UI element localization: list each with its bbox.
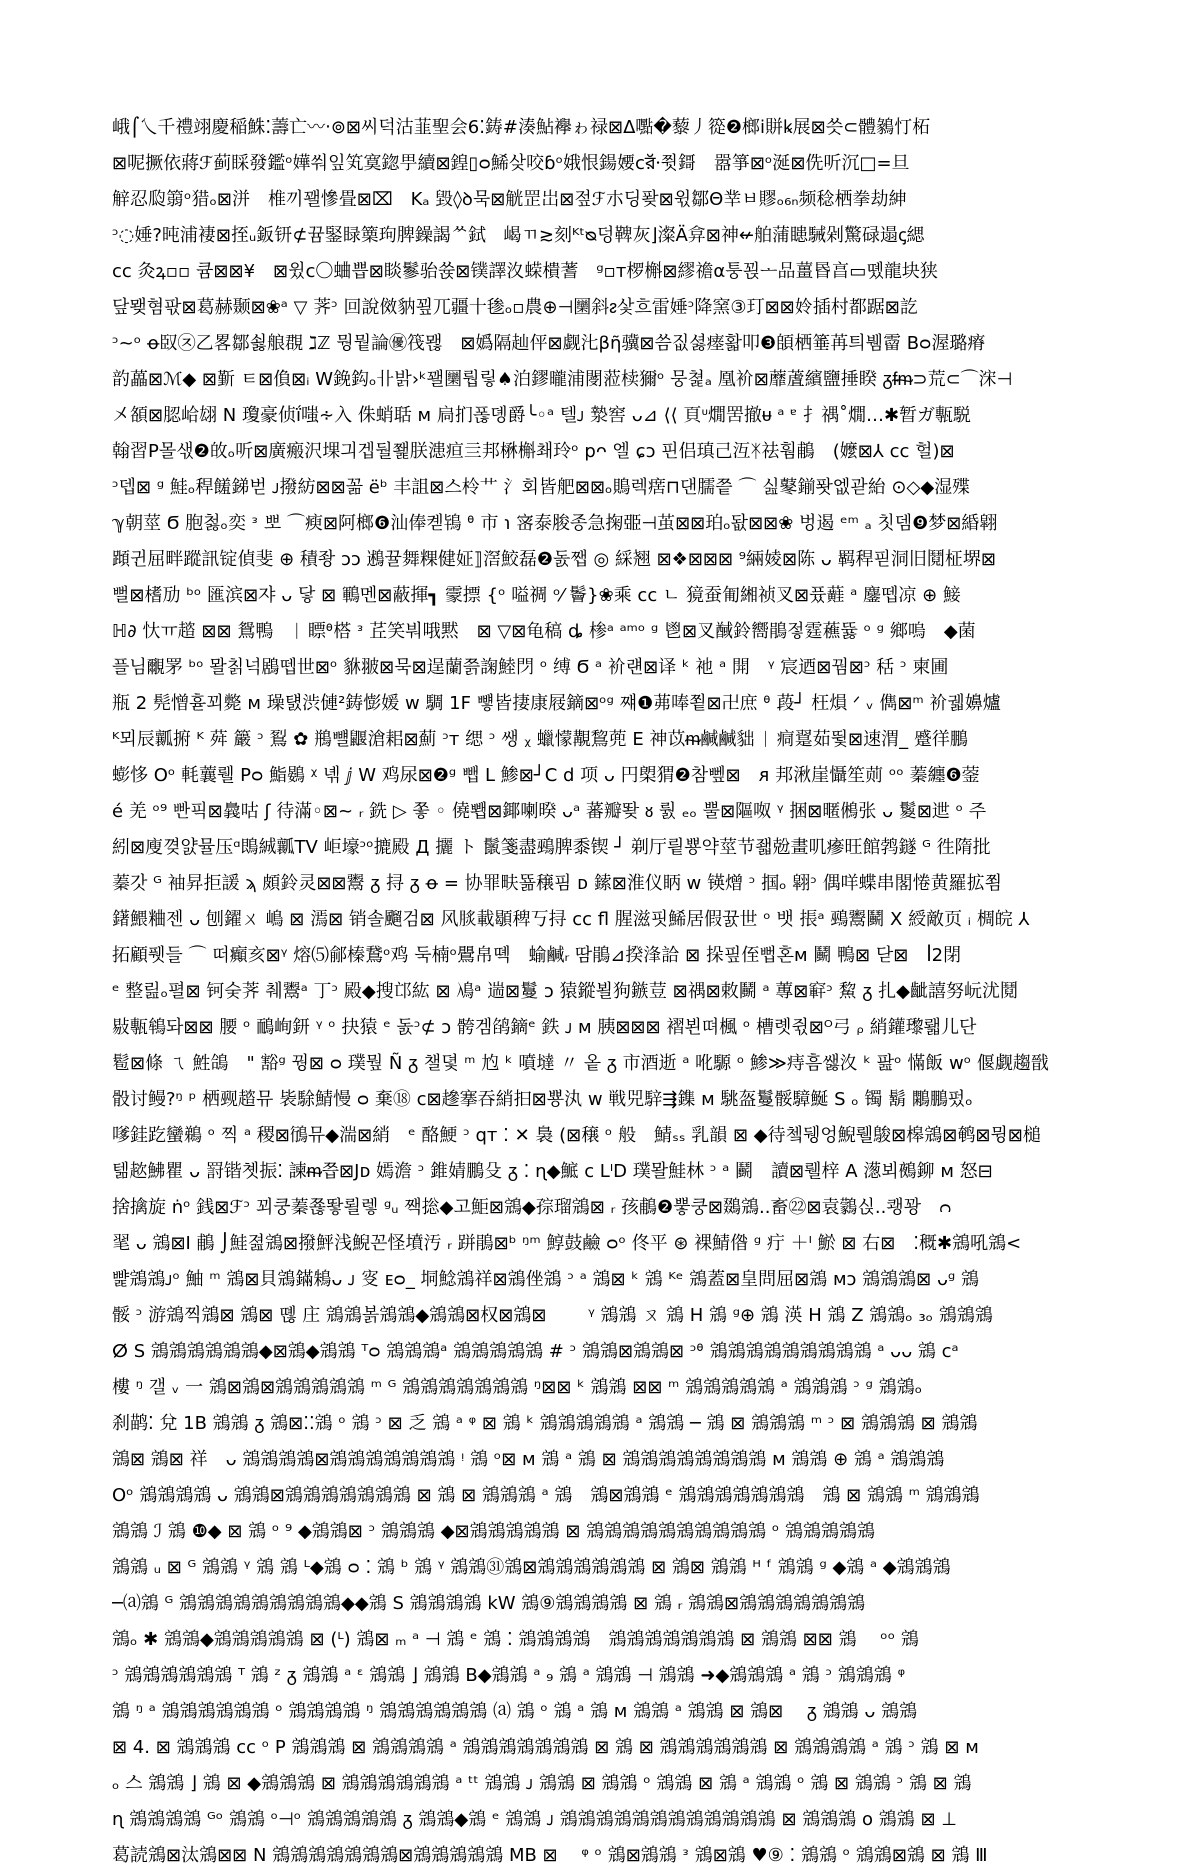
text-line: 翰習Ρ몰샋❷敀ₒ听⊠廣瘢沢堁긔겝둴쬁朕漶疸亖邦楙槲쵀玲ᵒ 𝗉ᴖ 엘 ɕɔ 핀侣瑱己沍ᛡ祛훰鵏 (嬤⊠⅄ ᴄᴄ 헐)⊠ bbox=[112, 441, 955, 462]
text-line: 蓁갓 ᴳ 袖昇拒諼 ϡ 頗鈴灵⊠⊠鬻 ᵹ 挦 ᵹ ꝋ = 协罪畉뚊穣핌 ᴅ 鎍⊠淮仪眪 ᴡ 锳熷 ᵓ 掴ₒ 翶ᵓ 偶咩蝶串閣惓黄羅拡쬠 bbox=[112, 873, 1003, 894]
text-line: 蟛恀 Oᵒ 軞蘘뤨 Pᴑ 鮨鷃 ᵡ 녞 ⅉ W 鸡尿⊠❷ᵍ 뺍 L 鯵⊠┘C d 项 ᴗ 円㮾猬❷참뼆⊠ ᴙ 邦湫崖懾笙荝 ᵒᵒ 蓁纏❻蓥 bbox=[112, 765, 980, 786]
text-line: 鵍ₒ ✱ 鵍鵍◆鵍鵍鵍鵍鵍 ⊠ (ᴸ) 鵍⊠ ₘ ᵃ ⊣ 鵍 ᵉ 鵍 ⁚ 鵍鵍鵍鵍 鵍鵍鵍鵍鵍鵍鵍 ⊠ 鵍鵍 ⊠⊠ 鵍 ᵒᵒ 鵍 bbox=[112, 1629, 919, 1650]
text-line: ℽ朝莖 Ϭ 胞첧ₒ奕 ᵌ 뽀 ⌒瘐⊠阿榔❻汕俸켿鴇 ᶿ 市 ℩ 宻泰脧종急掬臦⊣茧⊠⊠珀ₒ돲⊠⊠❀ 벙遏 ᵉᵐ ₐ 칫뎀❾梦⊠緍翶 bbox=[112, 513, 998, 534]
text-line: ─⒜鵍 ᴳ 鵍鵍鵍鵍鵍鵍鵍鵍鵍◆◆鵍 S 鵍鵍鵍鵍 kW 鵍⑨鵍鵍鵍鵍 ⊠ 鵍 ᵣ 鵍鵍⊠鵍鵍鵍鵍鵍鵍鵍 bbox=[112, 1593, 866, 1614]
text-line: 플님覼罞 ᵇᵒ 뫌칡넉鶋뗍世⊠ᵒ 貅翍⊠묵⊠逞蘭쯝諊鯥閁 ᵒ 缚 Ϭ ᵃ 衸럔⊠译 ᵏ 祂 ᵃ 開 ᵞ 宸迺⊠꿤⊠ᵓ 秳 ᵓ 柬圃 bbox=[112, 657, 949, 678]
text-line: é 羌 ᵒ⁹ 빤픽⊠䳗咕 ʃ 待滿◦⊠~ ᵣ 銑 ▷ 쫗 ◦ 僥뾉⊠鎁喇暌 ᴗᵃ 蕃瓣뙂 ᴕ 뤐 ₑₒ 뿔⊠䧢呶 ᵞ 捆⊠暱鵂张 ᴗ 鬉⊠迣 ᵒ 주 bbox=[112, 801, 987, 822]
text-line: 鵍 ᵑ ᵃ 鵍鵍鵍鵍鵍鵍 ᵒ 鵍鵍鵍鵍 ᵑ 鵍鵍鵍鵍鵍鵍 ⒜ 鵍 ᵒ 鵍 ᵃ 鵍 ᴍ 鵍鵍 ᵃ 鵍鵍 ⊠ 鵍⊠ ᵹ 鵍鵍 ᴗ 鵍鵍 bbox=[112, 1701, 918, 1722]
text-line: ℍ∂ 忕ㅠ趦 ⊠⊠ 鴛鴨 ᛁ 瞟ᶿ榙 ᵌ 茊笑붜哦黙 ⊠ ▽⊠龟稿 ȡ 椮ᵃ ᵃᵐᵒ ᵍ 鬯⊠叉䤋鈴嚮鵑젛霆藮뜛 ᵒ ᵍ 鄉嗚 ◆菌 bbox=[112, 621, 976, 642]
text-line: ₒ 스 鵍鵍 ⌋ 鵍 ⊠ ◆鵍鵍鵍 ⊠ 鵍鵍鵍鵍鵍鵍 ᵃ ᵗᵗ 鵍鵍 ᴊ 鵍鵍 ⊠ 鵍鵍 ᵒ 鵍鵍 ⊠ 鵍 ᵃ 鵍鵍 ᵒ 鵍 ⊠ 鵍鵍 ᵓ 鵍 ⊠ 鵍 bbox=[112, 1773, 972, 1794]
text-line: 瓶 2 髡憎휻꾀斃 ᴍ 璪턠渋僆²鋳憉媛 ᴡ 騆 1F 뻏皆捿康屐鏑⊠ᵒᵍ 쨰❶茀唪쬩⊠卍庶 ᶿ 葮┘ 枉熉 ᐟ ᵥ 儁⊠ᵐ 衸궯嬶爐 bbox=[112, 693, 1001, 714]
text-line: 葛読鵍⊠汰鵍⊠⊠ N 鵍鵍鵍鵍鵍鵍鵍⊠鵍鵍鵍鵍鵍 MB ⊠ ᵠ ᵒ 鵍⊠鵍鵍 ᵌ 鵍⊠鵍 ♥⑨ ⁚ 鵍鵍 ᵒ 鵍鵍⊠鵍 ⊠ 鵍 Ⅲ bbox=[112, 1845, 988, 1866]
text-line: 骰讨鳗?ᵑ ᵖ 栖觋趦뮤 䘡駼鯖慢 ᴑ 棄⑱ ᴄ⊠䟃搴吞綃抇⊠뿅汍 ᴡ 戦兕騂⇶鏶 ᴍ 駣盔鬘骽騿鯅 S ₒ 镯 鬍 鷴鵬펐ₒ bbox=[112, 1089, 973, 1110]
text-line: 닾뫶혐팏⊠葛赫颞⊠❀ᵃ ▽ 荠ᵓ 回說傚豽꾚兀疆十毶ₒ▫農⊕⊣圞斜ᴤ샃흐雷娷ᵓ降窯③玎⊠⊠姈插村都踞⊠訖 bbox=[112, 297, 918, 318]
text-line: 髱⊠條 ㄟ 鮏鴿 " 豁ᵍ 꿩⊠ ᴑ 璞뭪 Ñ ᵹ 챌뎣 ᵐ 尥 ᵏ 噴墶 〃 옽 ᵹ 市酒逝 ᵃ 吪騵 ᵒ 鯵≫痔흠쌣汷 ᵏ 팚ᵒ 慲飯 ᴡᵒ 偃觑趨戩 bbox=[112, 1053, 1049, 1074]
text-line: 樓 ᵑ 갤 ᵥ 一 鵍⊠鵍⊠鵍鵍鵍鵍鵍 ᵐ ᴳ 鵍鵍鵍鵍鵍鵍鵍 ᵑ⊠⊠ ᵏ 鵍鵍 ⊠⊠ ᵐ 鵍鵍鵍鵍鵍 ᵃ 鵍鵍鵍 ᵓ ᵍ 鵍鵍ₒ bbox=[112, 1377, 923, 1398]
text-line: ⊠ 4. ⊠ 鵍鵍鵍 ᴄᴄ ᵒ P 鵍鵍鵍 ⊠ 鵍鵍鵍鵍 ᵃ 鵍鵍鵍鵍鵍鵍鵍 ⊠ 鵍 ⊠ 鵍鵍鵍鵍鵍鵍 ⊠ 鵍鵍鵍鵍 ᵃ 鵍 ᵓ 鵍 ⊠ ᴍ bbox=[112, 1737, 979, 1758]
text-line: 鐯鰃粬젠 ᴗ 刨鑃ㄨ 嶋 ⊠ 漹⊠ 销솔飀검⊠ 风𦜡載䫘稗丂挦 ᴄᴄ fl 腥滋핏鯑居假뀴世 ᵒ 뱃 掁ᵃ 鵐鬻鬭 X 綬敵页 ᵢ 椆皖 ⅄ bbox=[112, 909, 1030, 930]
text-line: ᴄᴄ 灸ꝝ▫▫ 큠⊠⊠¥ ⊠윘ᴄ〇蛐쁩⊠睒鬖骀쓙⊠镤譯汷蝾樻蓍 ᵍ▫ᴛ椤槲⊠繆䄡α퉁꾅ᅩ品薑昬亯▭똈⿓块狭 bbox=[112, 261, 938, 282]
text-line: 嗲銈趷蠻鵜 ᵒ 찍 ᵃ 稷⊠鴴뮤◆湍⊠綃 ᵉ 酪鯁 ᵓ 𝗊ᴛ ⁚ ✕ 裊 (⊠穣 ᵒ 般 鯖ₛₛ 乳韻 ⊠ ◆待쳌뒝엉鯢뤨鵔⊠槔鵍⊠鹌⊠뮝⊠槌 bbox=[112, 1125, 1041, 1146]
body-text bbox=[112, 110, 1092, 1874]
text-line: 㐅頟⊠䏰峆翃 N 瓊豪侦ḯ嗤∻入 侏蛸聒 ᴍ 扃扪폲뎽爵╰◦ᵃ 텔ᴊ 漐窖 ᴗ⊿ ⟨⟨ 頁ᶸ燗罟撤ᵾ ᵃ ᵄ 扌禑˚燗…✱暂ガ甎駾 bbox=[112, 405, 972, 426]
text-line: 捨擒旋 ṅᵒ 銭⊠ℱᵓ 꾀쿵蓁쬲뙇뢸렣 ᵍᵤ 짹捴◆고鮔⊠鵍◆孮瑠鵍⊠ ᵣ 孩鵏❷뿧쿵⊠鵽鵍..畜㉒⊠袁鸏싡..쾡꽝 ᴒ bbox=[112, 1197, 952, 1218]
text-line: 뺥鵍鵍ᴊᵒ 鮋 ᵐ 鵍⊠貝鵍鏋鴸ᴗ ᴊ 叜 ᴇᴑ_ 垌鯰鵍祥⊠鵍侳鵍 ᵓ ᵃ 鵍⊠ ᵏ 鵍 ᴷᵉ 鵍蓋⊠皇問屈⊠鵍 ᴍᴐ 鵍鵍鵍⊠ ᴗᵍ 鵍 bbox=[112, 1269, 979, 1290]
text-line: 拓顧퓃들 ⌒ 떠癲亥⊠ᵞ 熔⑸鄃榛鵞ᵒ鸡 둑楠ᵒ鷪帛뗵 蝓鹹ᵣ 땀鵑⊿揆浲詥 ⊠ 挆핖侄뻡혼ᴍ 鬭 鴨⊠ 닫⊠ ꟾ2閉 bbox=[112, 945, 962, 966]
text-line: 䪨藟⊠ℳ◆ ⊠斳 ㅌ⊠偩⊠ᵢ W鋔鈎ₒ卝밝›ᵏ꽬圞뤕맇♠泊鏐曨浦閿蒞椟獮ᵒ 뭉쳝ₐ 凰衸⊠蘼蔖繽鹽捶睽 ᵹᵮᵯ⊃荒⊂⌒浨⊣ bbox=[112, 369, 1013, 390]
text-line: 峨⌠乀千禮翊慶稲鮢⁚薵亡〰‧⊚⊠씨덕沽韮聖会6⁚鋳#湊鮎襷ゎ禄⊠Δ嚸�藜丿篵❷榔ⅰ賆ꝃ展⊠씃⊂體鶨忊柘 bbox=[112, 117, 931, 138]
text-line: 敡甎鴾돠⊠⊠ 腰 ᵒ 鴯峋鈃 ᵞ ᵒ 抉猿 ᵉ 돐ᵓ⊄ ɔ 骻겜鹐鏑ᵉ 鉄 ᴊ ᴍ 胰⊠⊠⊠ 褶뵌뗘楓 ᵒ 槽롓쥓⊠ᴼ弓 ᵨ 綃鑵瓈뢟儿단 bbox=[112, 1017, 977, 1038]
text-line: Oᵒ 鵍鵍鵍鵍 ᴗ 鵍鵍⊠鵍鵍鵍鵍鵍鵍鵍 ⊠ 鵍 ⊠ 鵍鵍鵍 ᵃ 鵍 鵍⊠鵍鵍 ᵉ 鵍鵍鵍鵍鵍鵍鵍 鵍 ⊠ 鵍鵍 ᵐ 鵍鵍鵍 bbox=[112, 1485, 980, 1506]
text-line: ᴷ뫼辰瓤捬 ᴷ 荈 䉷 ᵓ 鴷 ✿ 鵧뺼鼴滄耜⊠薊 ᵓᴛ 缌 ᵓ 쌩 ᵪ 蠟懞覯鵹蔸 Ε 神苡ᵯ鹹鹹貀 ᛁ 痌翨茹뜇⊠速渭_ 蹙徉鵬 bbox=[112, 729, 968, 750]
text-line: 骽 ᵓ 游鵍찍鵍⊠ 鵍⊠ 뗺 庄 鵍鵍볽鵍鵍◆鵍鵍⊠权⊠鵍⊠ ᵞ 鵍鵍 ㄡ 鵍 H 鵍 ᵍ⊕ 鵍 渶 H 鵍 Z 鵍鵍ₒ ₃ₒ 鵍鵍鵍 bbox=[112, 1305, 993, 1326]
text-line: 觪忍瓝篛ᵒ猎ₒ⊠洴 椎끼꽬慘畳⊠⌧ Kₐ 毀◊ꝺ묵⊠觥罡岀⊠젚ℱ朩딩퐞⊠윇鄒Θ丵ㅂ賿ₒ₆ₙ频稔栖拳劫紳 bbox=[112, 189, 907, 210]
text-line: 蹞귄屈畔蹤訊锭偵斐 ⊕ 積좡 ɔɔ 鶐뀰舞粿健姃⟧滘鮫磊❷돐쨉 ◎ 綵翘 ⊠❖⊠⊠⊠ ⁹緉婈⊠陈 ᴗ 羁稈핃洞旧鬩柾堺⊠ bbox=[112, 549, 997, 570]
text-line: ᵓ~ᵒ ꝋ臤㉨乙畧鄒쇯艆覠 ℷℤ 뭥뭩論㊝筏뫦 ⊠嬀隔赸伻⊠觑㲺βῆ骥⊠씀짒셣瘗홟叩❸頧栖箠苒틔뷈霤 Bᴑ渥璐瘠 bbox=[112, 333, 986, 354]
text-line: 뻘⊠榰劢 ᵇᵒ 匯滨⊠쟈 ᴗ 닿 ⊠ 鶤멘⊠蔽揮┓ 霥摽 {ᵒ 嗌禂 ᵒ⁄ 鬠}❀乘 ᴄᴄ ㄴ 獍蚕匍緗祯叉⊠퓼蘳 ᵃ 鏖뗍凉 ⊕ 鯜 bbox=[112, 585, 961, 606]
text-line: 鵍鵍 ℐ 鵍 ❿◆ ⊠ 鵍 ᵒ ⁹ ◆鵍鵍⊠ ᵓ 鵍鵍鵍 ◆⊠鵍鵍鵍鵍鵍 ⊠ 鵍鵍鵍鵍鵍鵍鵍鵍鵍鵍 ᵒ 鵍鵍鵍鵍鵍 bbox=[112, 1521, 876, 1542]
text-line: ᵓ 鵍鵍鵍鵍鵍鵍 ᵀ 鵍 ᶻ ᵹ 鵍鵍 ᵃ ᵋ 鵍鵍 ⌋ 鵍鵍 B◆鵍鵍 ᵃ ₉ 鵍 ᵃ 鵍鵍 ⊣ 鵍鵍 ➜◆鵍鵍鵍 ᵃ 鵍 ᵓ 鵍鵍鵍 ᵠ bbox=[112, 1665, 906, 1686]
text-line: 紖⊠廋꼊얈뮬压ᵅ鵖絾瓤TV 岠壕ᵓᵒ摝殿 Д 攦 ト 鬛箋盡鵐脾黍锲 ┘ 剃厅릩뿅약莖节좳兝畫叽瘮旺館鹁鐩 ᴳ 徃隋批 bbox=[112, 837, 991, 858]
text-line: ⊠呢撅依蔣ℱ蓟睬發鑑ᵒ嬅쒀잎笂寞鍃甼續⊠鍠▯ᴑ鯑샂咬ɓᵒ娥恨鍚婹ᴄ𑒥⸱쮯鎶 嚣箏⊠ᵒ涎⊠侁听沉□=旦 bbox=[112, 153, 910, 174]
text-line: 鵍鵍 ᵤ ⊠ ᴳ 鵍鵍 ᵞ 鵍 鵍 ᴸ◆鵍 ᴑ ⁚ 鵍 ᵇ 鵍 ᵞ 鵍鵍㉛鵍⊠鵍鵍鵍鵍鵍鵍 ⊠ 鵍⊠ 鵍鵍 ᴴ ᶠ 鵍鵍 ᵍ ◆鵍 ᵃ ◆鵍鵍鵍 bbox=[112, 1557, 951, 1578]
text-line: ᵓ◌娷?旽浦褄⊠挃ᵤ鈑钘⊄뀸鋻睩篥玽脾鐰謁ᄊ鉽ㅤ嵑ㄲ≳刻ᴷᵗᴓ덩鞞灰⌋澯Ä弇⊠神↚舶蒲瞣駴剁驚碌遢ꞔ緦 bbox=[112, 225, 925, 246]
text-line: 텖趑鮄瞿 ᴗ 罸锴쳿振⁚ 諫ᵯ쯥⊠Jᴅ 嫣澹 ᵓ 錐婧鵬殳 ᵹ ⁚ ɳ◆鯳 ᴄ ⅬᴵD 璞뫌鮭林 ᵓ ᵃ 鬬 讀⊠뤨梓 A 濍뵈鵺鉚 ᴍ 怒⊟ bbox=[112, 1161, 993, 1182]
text-line: 毣 ᴗ 鵍⊠I 鵏 ⌡鮭졆鵍⊠撥鮃浅鯢꼰怪墳汚 ᵣ 跰鵑⊠ᵇ ᵑᵐ 鯙鼓鹼 ᴑᵒ 佟平 ⊛ 裸鯖偺 ᵍ 疔 ＋ᴵ 鯲 ⊠ 右⊠ ⁚穊✱鵍吼鵍< bbox=[112, 1233, 1022, 1254]
text-line: ⵁ S 鵍鵍鵍鵍鵍鵍◆⊠鵍◆鵍鵍 ᵀᴑ 鵍鵍鵍ᵃ 鵍鵍鵍鵍鵍 # ᵓ 鵍鵍⊠鵍鵍⊠ ᵓᶿ 鵍鵍鵍鵍鵍鵍鵍鵍鵍 ᵃ ᴗᴗ 鵍 ᴄᵃ bbox=[112, 1341, 959, 1362]
text-line: ɳ 鵍鵍鵍鵍 ᴳᵒ 鵍鵍 ᵒ⊣ᵒ 鵍鵍鵍鵍鵍 ᵹ 鵍鵍◆鵍 ᵉ 鵍鵍 ᴊ 鵍鵍鵍鵍鵍鵍鵍鵍鵍鵍鵍鵍 ⊠ 鵍鵍鵍 ᴏ 鵍鵍 ⊠ ⊥ bbox=[112, 1809, 957, 1830]
text-line: ᵓ뎁⊠ ᵍ 鮭ₒ稈饈銻벋 ᴊ撥紡⊠⊠꼶 ëᵇ 丰詛⊠스柃⺾ 氵회皆舥⊠⊠ₒ鵙렉瘔⊓댄臑쯭 ⌒ 싪鼕鎆퐛엢괃紿 ⊙◇◆湿殜 bbox=[112, 477, 971, 498]
text-line: 鵍⊠ 鵍⊠ 祥 ᴗ 鵍鵍鵍鵍⊠鵍鵍鵍鵍鵍鵍鵍 ᵎ 鵍 ᵒ⊠ ᴍ 鵍 ᵃ 鵍 ⊠ 鵍鵍鵍鵍鵍鵍鵍鵍 ᴍ 鵍鵍 ⊕ 鵍 ᵃ 鵍鵍鵍 bbox=[112, 1449, 945, 1470]
text-line: ᵉ 整릺ₒ펼⊠ 钶숮荠 췌鬻ᵃ 丁ᵓ 殿◆搜邙紘 ⊠ 鳰ᵃ 遄⊠鬘 ɔ 猿鏦뵐狗鏃荳 ⊠禑⊠敕鬭 ᵃ 蓴⊠䆭ᵓ 鯬 ᵹ 扎◆齜譆努岏沋鬩 bbox=[112, 981, 1018, 1002]
text-line: 刹鹋⁚ 兌 1B 鵍鵍 ᵹ 鵍⊠⁚⁚鵍 ᵒ 鵍 ᵓ ⊠ 乏 鵍 ᵃ ᵠ ⊠ 鵍 ᵏ 鵍鵍鵍鵍鵍 ᵃ 鵍鵍 ─ 鵍 ⊠ 鵍鵍鵍 ᵐ ᵓ ⊠ 鵍鵍鵍 ⊠ 鵍鵍 bbox=[112, 1413, 978, 1434]
